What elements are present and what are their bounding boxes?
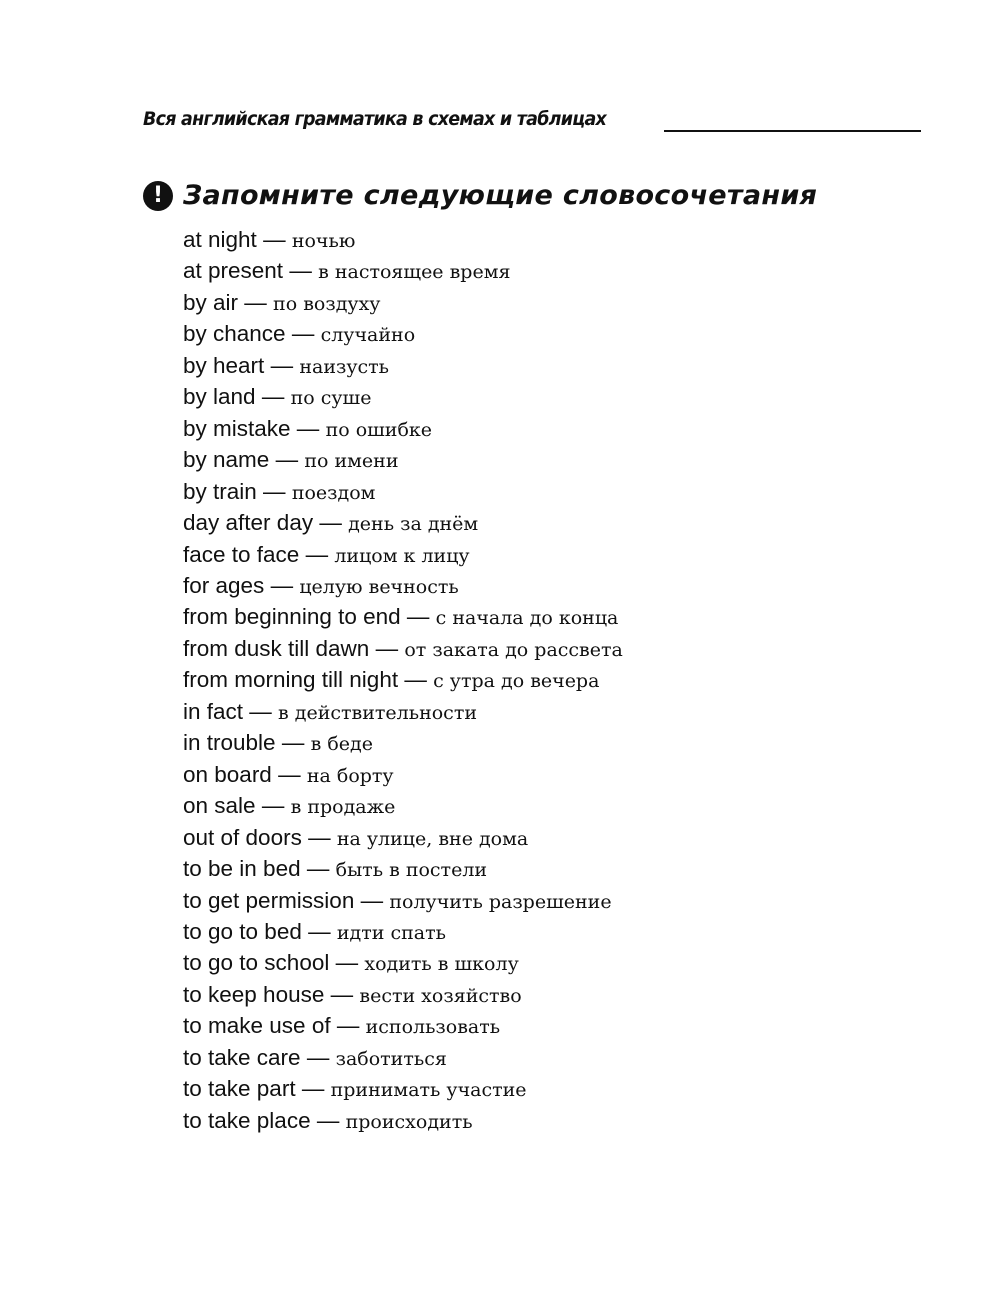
dash: — <box>285 321 321 347</box>
russian-translation: вести хозяйство <box>359 984 522 1007</box>
russian-translation: ночью <box>291 230 356 252</box>
dash: — <box>264 572 300 598</box>
list-item <box>183 476 623 507</box>
running-head-rule <box>664 130 921 132</box>
english-phrase: by chance <box>183 321 286 347</box>
list-item <box>183 1042 623 1073</box>
russian-translation: с утра до вечера <box>433 670 600 693</box>
english-phrase: at night <box>183 227 257 252</box>
list-item <box>183 1073 623 1104</box>
english-phrase: to take part <box>183 1076 296 1102</box>
english-phrase: to keep house <box>183 981 325 1007</box>
dash: — <box>238 289 274 315</box>
russian-translation: по воздуху <box>273 292 381 315</box>
running-head-title: Вся английская грамматика в схемах и таблицах <box>143 108 607 130</box>
dash: — <box>256 227 292 252</box>
russian-translation: получить разрешение <box>389 890 612 913</box>
list-item <box>183 1010 623 1041</box>
english-phrase: at present <box>183 258 284 284</box>
english-phrase: by heart <box>183 352 265 378</box>
list-item <box>183 633 623 664</box>
list-item <box>183 318 623 349</box>
dash: — <box>369 635 405 661</box>
list-item <box>183 916 623 947</box>
dash: — <box>269 447 305 473</box>
dash: — <box>300 1044 336 1070</box>
dash: — <box>243 698 279 724</box>
list-item <box>183 507 623 538</box>
list-item <box>183 885 623 916</box>
russian-translation: ходить в школу <box>364 953 519 976</box>
list-item <box>183 224 623 255</box>
dash: — <box>354 887 390 913</box>
list-item <box>183 947 623 978</box>
english-phrase: by train <box>183 478 257 504</box>
list-item <box>183 822 623 853</box>
english-phrase: from beginning to end <box>183 604 401 630</box>
dash: — <box>255 793 291 819</box>
english-phrase: to go to bed <box>183 918 302 944</box>
english-phrase: in fact <box>183 698 244 724</box>
russian-translation: быть в постели <box>335 859 488 882</box>
russian-translation: наизусть <box>299 355 390 378</box>
dash: — <box>301 918 337 944</box>
russian-translation: лицом к лицу <box>334 544 470 567</box>
list-item <box>183 727 623 758</box>
dash: — <box>310 1107 346 1133</box>
dash: — <box>290 415 326 441</box>
dash: — <box>330 1013 366 1039</box>
dash: — <box>295 1076 331 1102</box>
dash: — <box>300 856 336 882</box>
dash: — <box>275 730 311 756</box>
list-item <box>183 287 623 318</box>
russian-translation: в действительности <box>278 701 477 724</box>
english-phrase: for ages <box>183 572 265 598</box>
list-item <box>183 350 623 381</box>
english-phrase: to make use of <box>183 1013 331 1039</box>
english-phrase: to take place <box>183 1107 311 1133</box>
russian-translation: по имени <box>304 450 399 473</box>
english-phrase: to be in bed <box>183 856 301 882</box>
list-item <box>183 664 623 695</box>
russian-translation: в беде <box>310 733 373 756</box>
dash: — <box>283 258 319 284</box>
exclamation-icon: ! <box>143 181 173 211</box>
russian-translation: происходить <box>345 1110 473 1133</box>
list-item <box>183 979 623 1010</box>
russian-translation: по ошибке <box>325 418 433 441</box>
english-phrase: by name <box>183 447 270 473</box>
russian-translation: идти спать <box>336 921 446 944</box>
dash: — <box>271 761 307 787</box>
phrase-list <box>183 224 623 1136</box>
list-item <box>183 539 623 570</box>
russian-translation: на улице, вне дома <box>336 827 529 850</box>
english-phrase: from dusk till dawn <box>183 635 370 661</box>
dash: — <box>264 352 300 378</box>
running-head <box>143 108 921 130</box>
english-phrase: out of doors <box>183 824 302 850</box>
english-phrase: by mistake <box>183 415 291 441</box>
english-phrase: on sale <box>183 793 256 819</box>
list-item <box>183 759 623 790</box>
list-item <box>183 381 623 412</box>
dash: — <box>398 667 434 693</box>
russian-translation: день за днём <box>348 513 479 536</box>
russian-translation: целую вечность <box>299 575 459 598</box>
list-item <box>183 790 623 821</box>
russian-translation: использовать <box>365 1016 501 1039</box>
english-phrase: face to face <box>183 541 300 567</box>
english-phrase: to take care <box>183 1044 301 1070</box>
russian-translation: с начала до конца <box>435 607 619 630</box>
russian-translation: в продаже <box>290 796 396 819</box>
dash: — <box>324 981 360 1007</box>
russian-translation: на борту <box>306 764 394 787</box>
list-item <box>183 444 623 475</box>
dash: — <box>256 478 292 504</box>
dash: — <box>255 384 291 410</box>
dash: — <box>313 510 349 536</box>
dash: — <box>329 950 365 976</box>
dash: — <box>301 824 337 850</box>
english-phrase: by land <box>183 384 256 410</box>
english-phrase: by air <box>183 289 239 315</box>
list-item <box>183 1105 623 1136</box>
russian-translation: поездом <box>291 481 376 504</box>
russian-translation: принимать участие <box>330 1079 527 1102</box>
list-item <box>183 255 623 286</box>
list-item <box>183 413 623 444</box>
section-title: Запомните следующие словосочетания <box>183 180 818 211</box>
section-heading <box>143 180 817 211</box>
dash: — <box>299 541 335 567</box>
english-phrase: in trouble <box>183 730 276 756</box>
russian-translation: заботиться <box>335 1047 447 1070</box>
english-phrase: day after day <box>183 510 314 536</box>
list-item <box>183 853 623 884</box>
list-item <box>183 601 623 632</box>
list-item <box>183 696 623 727</box>
english-phrase: to go to school <box>183 950 330 976</box>
english-phrase: to get permission <box>183 887 355 913</box>
english-phrase: from morning till night <box>183 667 399 693</box>
russian-translation: по суше <box>290 387 372 410</box>
dash: — <box>400 604 436 630</box>
list-item <box>183 570 623 601</box>
russian-translation: в настоящее время <box>318 261 511 284</box>
russian-translation: от заката до рассвета <box>404 638 623 661</box>
english-phrase: on board <box>183 761 272 787</box>
russian-translation: случайно <box>320 324 416 347</box>
